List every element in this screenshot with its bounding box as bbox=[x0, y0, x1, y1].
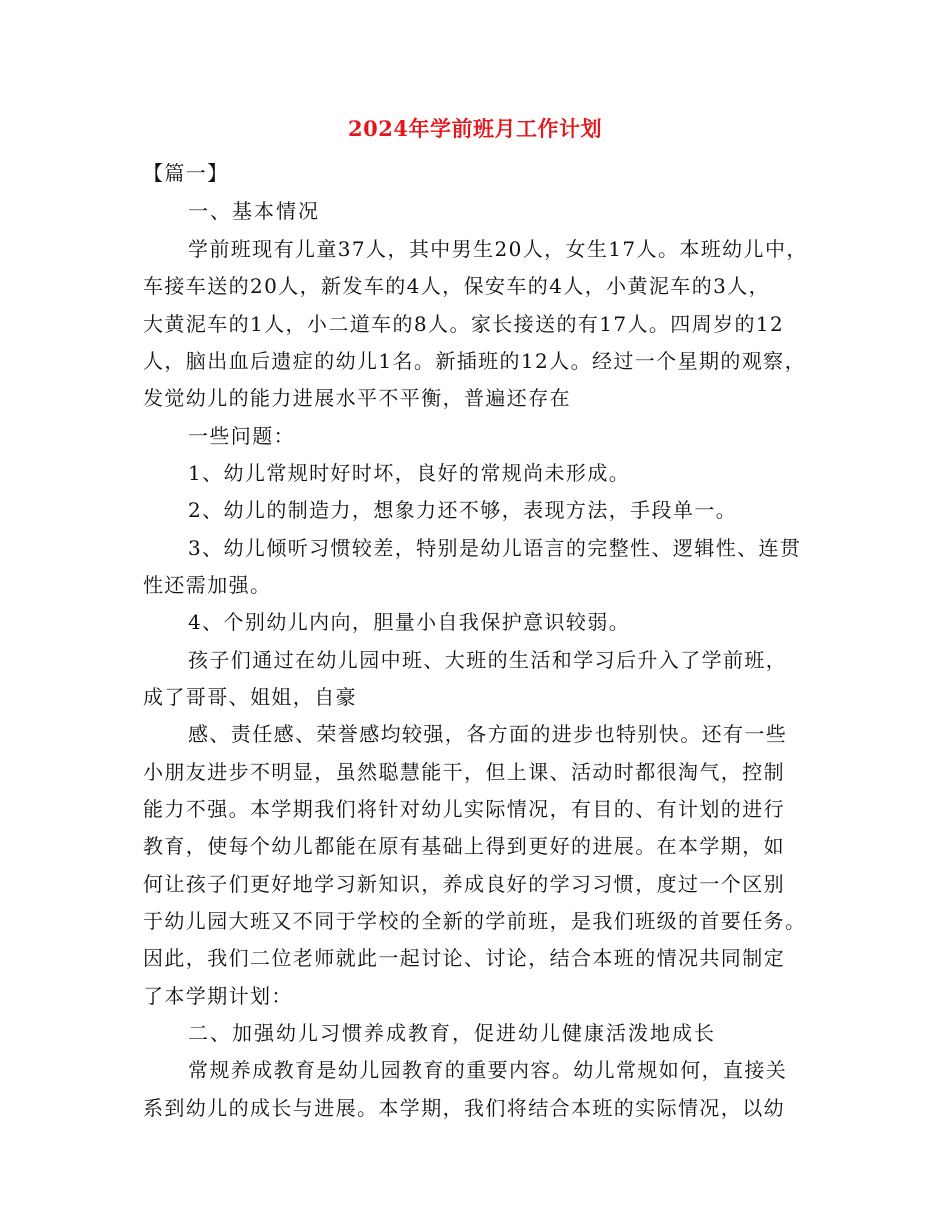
paragraph-line: 于幼儿园大班又不同于学校的全新的学前班，是我们班级的首要任务。 bbox=[143, 909, 807, 933]
section-label: 【篇一】 bbox=[143, 161, 229, 185]
paragraph-line: 了本学期计划： bbox=[143, 984, 293, 1008]
paragraph-line: 孩子们通过在幼儿园中班、大班的生活和学习后升入了学前班， bbox=[188, 648, 788, 672]
paragraph-line: 能力不强。本学期我们将针对幼儿实际情况，有目的、有计划的进行 bbox=[143, 797, 785, 821]
document-title: 2024年学前班月工作计划 bbox=[348, 116, 602, 141]
paragraph-line: 因此，我们二位老师就此一起讨论、讨论，结合本班的情况共同制定 bbox=[143, 946, 785, 970]
heading-basic-situation: 一、基本情况 bbox=[188, 199, 320, 223]
paragraph-line: 系到幼儿的成长与进展。本学期，我们将结合本班的实际情况，以幼 bbox=[143, 1096, 785, 1120]
paragraph-line: 感、责任感、荣誉感均较强，各方面的进步也特别快。还有一些 bbox=[188, 722, 788, 746]
list-item: 1、幼儿常规时好时坏，良好的常规尚未形成。 bbox=[188, 461, 631, 485]
list-item: 2、幼儿的制造力，想象力还不够，表现方法，手段单一。 bbox=[188, 498, 738, 522]
list-item: 4、个别幼儿内向，胆量小自我保护意识较弱。 bbox=[188, 610, 631, 634]
paragraph-line: 车接车送的20人，新发车的4人，保安车的4人，小黄泥车的3人， bbox=[143, 274, 771, 298]
heading-habit-education: 二、加强幼儿习惯养成教育，促进幼儿健康活泼地成长 bbox=[188, 1021, 716, 1045]
list-item: 3、幼儿倾听习惯较差，特别是幼儿语言的完整性、逻辑性、连贯 bbox=[188, 536, 802, 560]
paragraph-line: 人，脑出血后遗症的幼儿1名。新插班的12人。经过一个星期的观察， bbox=[143, 349, 806, 373]
paragraph-line: 何让孩子们更好地学习新知识，养成良好的学习习惯，度过一个区别 bbox=[143, 872, 785, 896]
paragraph-line: 常规养成教育是幼儿园教育的重要内容。幼儿常规如何，直接关 bbox=[188, 1058, 788, 1082]
paragraph-line: 学前班现有儿童37人，其中男生20人，女生17人。本班幼儿中， bbox=[188, 237, 808, 261]
paragraph-line: 一些问题： bbox=[188, 424, 295, 448]
paragraph-line: 大黄泥车的1人，小二道车的8人。家长接送的有17人。四周岁的12 bbox=[143, 312, 785, 336]
paragraph-line: 教育，使每个幼儿都能在原有基础上得到更好的进展。在本学期，如 bbox=[143, 834, 785, 858]
paragraph-line: 发觉幼儿的能力进展水平不平衡，普遍还存在 bbox=[143, 386, 571, 410]
paragraph-line: 小朋友进步不明显，虽然聪慧能干，但上课、活动时都很淘气，控制 bbox=[143, 760, 785, 784]
list-item-continuation: 性还需加强。 bbox=[143, 573, 272, 597]
paragraph-line: 成了哥哥、姐姐，自豪 bbox=[143, 685, 357, 709]
